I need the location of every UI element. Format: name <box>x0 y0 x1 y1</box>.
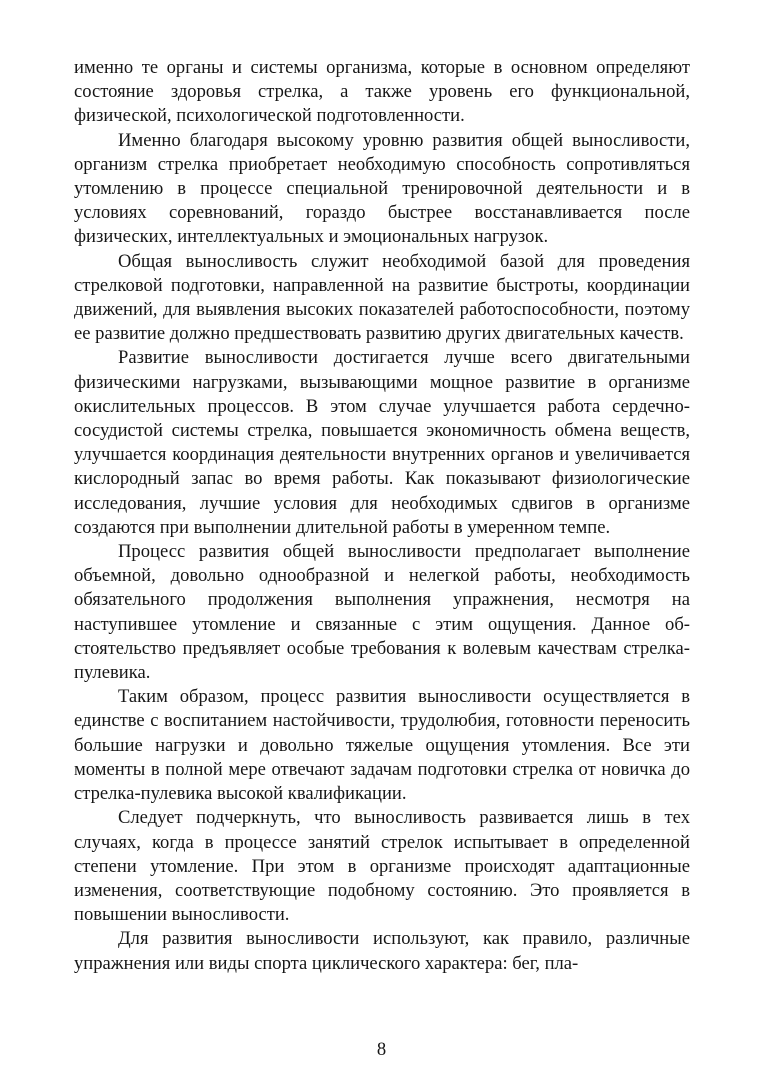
paragraph: Именно благодаря высокому уровню развития общей выносливости, организм стрелка приобретает необходимую способность сопротивляться утомлению в процессе специальной тренировочной деятельности и в условиях соревнований, гораздо быстрее восстанавливается после физических, интеллектуальных и эмоциональных нагрузок. <box>74 129 690 248</box>
page-body <box>74 56 690 976</box>
paragraph: Общая выносливость служит необходимой базой для проведения стрелковой подготовки, направленной на развитие быстроты, координации движений, для выявления высоких показателей работоспособности, поэтому ее развитие должно предшествовать развитию других двигательных качеств. <box>74 250 690 345</box>
paragraph: Развитие выносливости достигается лучше всего двигательными физическими нагрузками, вызывающими мощное развитие в организме окислительных процессов. В этом случае улучшается работа сердечно-сосудистой системы стрелка, повышается экономичность обмена веществ, улучшается координация деятельности внутренних органов и увеличивается кислородный запас во время работы. Как показывают физиологические исследования, лучшие условия для необходимых сдвигов в организме создаются при выполнении длительной работы в умеренном темпе. <box>74 347 690 538</box>
paragraph-continued: именно те органы и системы организма, которые в основном определяют состояние здоровья стрелка, а также уровень его функциональной, физической, психологической подготовленности. <box>74 57 690 127</box>
paragraph: Процесс развития общей выносливости предполагает выполнение объемной, довольно однообразной и нелегкой работы, необходимость обязательного продолжения выполнения упражнения, несмотря на наступившее утомление и связанные с этим ощущения. Данное обстоятельство предъявляет особые требования к волевым качествам стрелка-пулевика. <box>74 541 690 684</box>
page-number: 8 <box>376 1039 387 1060</box>
paragraph: Следует подчеркнуть, что выносливость развивается лишь в тех случаях, когда в процессе занятий стрелок испытывает в определенной степени утомление. При этом в организме происходят адаптационные изменения, соответствующие подобному состоянию. Это проявляется в повышении выносливости. <box>74 807 690 926</box>
paragraph: Таким образом, процесс развития выносливости осуществляется в единстве с воспитанием настойчивости, трудолюбия, готовности переносить большие нагрузки и довольно тяжелые ощущения утомления. Все эти моменты в полной мере отвечают задачам подготовки стрелка от новичка до стрелка-пулевика высокой квалификации. <box>74 686 690 805</box>
paragraph: Для развития выносливости используют, как правило, различные упражнения или виды спорта циклического характера: бег, пла- <box>74 928 690 974</box>
